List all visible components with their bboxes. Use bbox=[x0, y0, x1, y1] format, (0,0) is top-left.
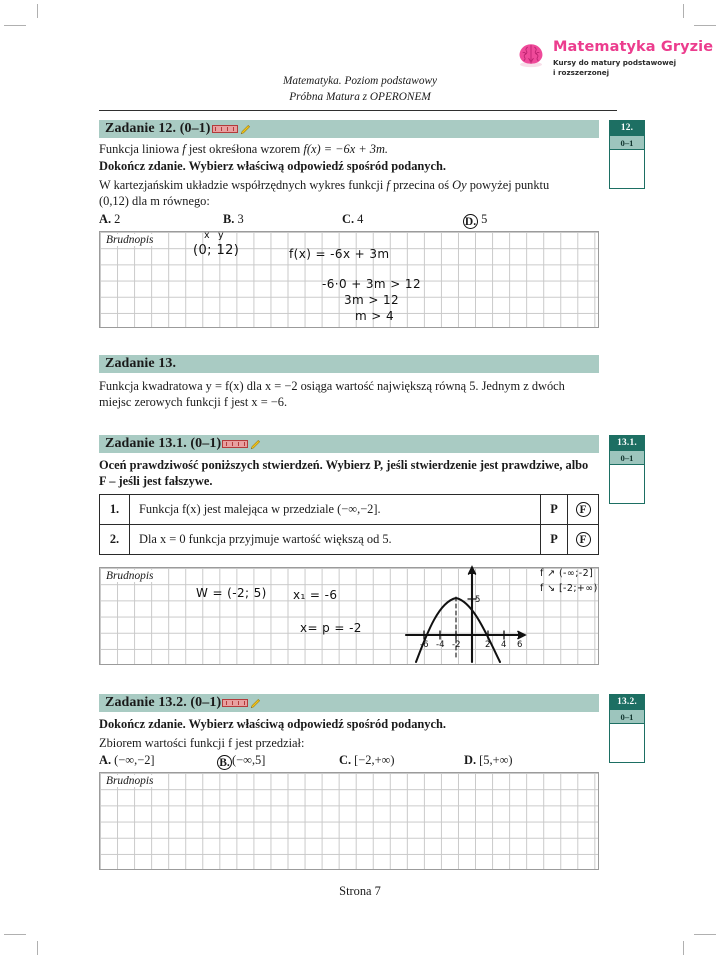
task-12-axis-label: Oy bbox=[452, 178, 467, 192]
brand-subtitle-line1: Kursy do matury podstawowej bbox=[553, 57, 677, 67]
task-13-title: Zadanie 13. bbox=[105, 356, 177, 371]
task-12-answer-a-value: 2 bbox=[114, 212, 121, 226]
task-13-2-answer-d-value: [5,+∞) bbox=[479, 753, 513, 767]
header-divider bbox=[99, 110, 617, 111]
task-12-hw-x: x bbox=[204, 230, 211, 241]
task-12-hw-formula: f(x) = -6x + 3m bbox=[289, 247, 390, 261]
task-12-score-entry[interactable] bbox=[610, 150, 644, 188]
task-12-score-points: 0–1 bbox=[610, 135, 644, 150]
task-12-line-3 bbox=[99, 177, 609, 194]
brand-subtitle-line2: i rozszerzonej bbox=[553, 67, 610, 77]
task-13-1-hw-note-increasing: f ↗ (-∞;-2] bbox=[540, 568, 594, 579]
task-12-title: Zadanie 12. (0–1) bbox=[105, 121, 211, 136]
task-12-answer-b[interactable] bbox=[223, 212, 244, 227]
task-12-hw-y: y bbox=[218, 230, 225, 241]
task-13-2-answer-c-value: [−2,+∞) bbox=[354, 753, 395, 767]
task-13-line-1: Funkcja kwadratowa y = f(x) dla x = −2 osiąga wartość największą równą 5. Jednym z dwóch bbox=[99, 379, 565, 393]
task-12-score-number: 12. bbox=[610, 121, 644, 135]
svg-text:5: 5 bbox=[475, 595, 481, 605]
task-12-hw-point: (0; 12) bbox=[193, 243, 240, 258]
brain-icon bbox=[516, 42, 546, 68]
task-12-line-4: (0,12) dla m równego: bbox=[99, 194, 210, 208]
svg-text:2: 2 bbox=[485, 640, 491, 650]
task-13-1-parabola-sketch bbox=[404, 562, 534, 664]
crop-mark-bottom-left bbox=[37, 941, 38, 955]
row-1-option-f[interactable] bbox=[567, 495, 598, 524]
brand-logo bbox=[516, 40, 713, 78]
task-13-line-2: miejsc zerowych funkcji f jest x = −6. bbox=[99, 395, 288, 409]
svg-text:-6: -6 bbox=[420, 640, 429, 650]
task-13-1-hw-axis: x= p = -2 bbox=[300, 621, 362, 635]
task-12-header bbox=[99, 120, 599, 138]
row-2-option-p[interactable]: P bbox=[540, 525, 567, 554]
table-row bbox=[100, 495, 598, 525]
task-12-line3c: powyżej punktu bbox=[466, 178, 550, 192]
task-12-answer-b-letter: B. bbox=[223, 212, 235, 226]
svg-text:6: 6 bbox=[517, 640, 523, 650]
task-13-2-score-box[interactable] bbox=[609, 694, 645, 763]
task-13-1-score-box[interactable] bbox=[609, 435, 645, 504]
task-12-answer-c[interactable] bbox=[342, 212, 363, 227]
task-12-answers bbox=[99, 212, 609, 230]
task-13-2-title: Zadanie 13.2. (0–1) bbox=[105, 695, 222, 710]
task-13-2-answer-b-value: (−∞,5] bbox=[232, 753, 266, 767]
task-13-header bbox=[99, 355, 599, 373]
task-13-1-marker bbox=[222, 439, 261, 450]
task-12-answer-b-value: 3 bbox=[237, 212, 244, 226]
crop-mark-bottom-right bbox=[683, 941, 684, 955]
task-12-marker bbox=[212, 124, 251, 135]
task-12-answer-a[interactable] bbox=[99, 212, 120, 227]
task-13-2-answer-a-letter: A. bbox=[99, 753, 112, 767]
task-13-1-hw-zero: x₁ = -6 bbox=[293, 588, 338, 602]
task-13-2-answer-c[interactable] bbox=[339, 753, 395, 768]
task-12-hw-step-3: m > 4 bbox=[355, 309, 395, 323]
task-12-formula: f(x) = −6x + 3m. bbox=[303, 142, 389, 156]
task-13-2-answer-b-selected: B. bbox=[217, 755, 232, 770]
row-1-number: 1. bbox=[100, 495, 130, 524]
task-12-line3b: przecina oś bbox=[389, 178, 453, 192]
task-13-1-instruction-line-1: Oceń prawdziwość poniższych stwierdzeń. Wybierz P, jeśli stwierdzenie jest prawdziwe, albo bbox=[99, 458, 589, 472]
svg-text:-4: -4 bbox=[436, 640, 445, 650]
task-13-2-answer-d[interactable] bbox=[464, 753, 513, 768]
pencil-icon bbox=[240, 124, 251, 135]
task-13-1-title: Zadanie 13.1. (0–1) bbox=[105, 436, 222, 451]
task-13-1-score-entry[interactable] bbox=[610, 465, 644, 503]
task-13-2-answer-c-letter: C. bbox=[339, 753, 352, 767]
task-12-answer-d-selected: D. bbox=[464, 216, 477, 228]
task-13-2-marker bbox=[222, 698, 261, 709]
task-13-2-score-number: 13.2. bbox=[610, 695, 644, 709]
row-1-statement: Funkcja f(x) jest malejąca w przedziale (−∞,−2]. bbox=[139, 502, 381, 516]
task-12-instruction: Dokończ zdanie. Wybierz właściwą odpowiedź spośród podanych. bbox=[99, 159, 446, 173]
task-12-score-box[interactable] bbox=[609, 120, 645, 189]
task-12-answer-d[interactable] bbox=[463, 212, 487, 229]
crop-mark-left-top bbox=[4, 25, 26, 26]
row-1-option-p[interactable]: P bbox=[540, 495, 567, 524]
task-13-2-scratch-label: Brudnopis bbox=[105, 775, 156, 787]
brand-title: Matematyka Gryzie bbox=[553, 39, 714, 55]
task-13-2-answer-a-value: (−∞,−2] bbox=[114, 753, 155, 767]
crop-mark-top-right bbox=[683, 4, 684, 18]
svg-text:4: 4 bbox=[501, 640, 507, 650]
task-13-1-hw-note-decreasing: f ↘ [-2;+∞) bbox=[540, 583, 598, 594]
task-13-2-answer-d-letter: D. bbox=[464, 753, 477, 767]
svg-text:-2: -2 bbox=[452, 640, 461, 650]
row-2-number: 2. bbox=[100, 525, 130, 554]
task-12-answer-c-letter: C. bbox=[342, 212, 355, 226]
crop-mark-right-top bbox=[694, 25, 716, 26]
pencil-icon bbox=[250, 439, 261, 450]
task-12-line-1 bbox=[99, 141, 604, 158]
ruler-icon bbox=[212, 125, 238, 133]
crop-mark-top-left bbox=[37, 4, 38, 18]
task-12-scratch-label: Brudnopis bbox=[105, 234, 156, 246]
task-13-2-answers bbox=[99, 753, 609, 771]
task-12-hw-step-2: 3m > 12 bbox=[344, 293, 400, 307]
row-2-option-f-selected: F bbox=[576, 532, 591, 547]
task-13-1-scratch-label: Brudnopis bbox=[105, 570, 156, 582]
task-13-2-scratch-grid[interactable] bbox=[99, 772, 599, 870]
crop-mark-left-bottom bbox=[4, 934, 26, 935]
row-2-option-f[interactable] bbox=[567, 525, 598, 554]
task-12-hw-step-1: -6·0 + 3m > 12 bbox=[322, 277, 421, 291]
task-13-1-truth-table bbox=[99, 494, 599, 555]
task-12-line1-mid: jest okreśłona wzorem bbox=[185, 142, 304, 156]
ruler-icon bbox=[222, 699, 248, 707]
ruler-icon bbox=[222, 440, 248, 448]
page-footer: Strona 7 bbox=[339, 884, 381, 898]
task-13-1-score-number: 13.1. bbox=[610, 436, 644, 450]
task-12-answer-c-value: 4 bbox=[357, 212, 364, 226]
task-12-line1-pre: Funkcja liniowa bbox=[99, 142, 183, 156]
row-2-statement: Dla x = 0 funkcja przyjmuje wartość większą od 5. bbox=[139, 532, 392, 546]
task-13-1-header bbox=[99, 435, 599, 453]
pencil-icon bbox=[250, 698, 261, 709]
task-12-line1-f: f bbox=[182, 142, 186, 156]
task-13-2-answer-a[interactable] bbox=[99, 753, 155, 768]
table-row bbox=[100, 525, 598, 554]
task-12-line3a: W kartezjańskim układzie współrzędnych wykres funkcji bbox=[99, 178, 387, 192]
crop-mark-right-bottom bbox=[694, 934, 716, 935]
task-13-2-instruction: Dokończ zdanie. Wybierz właściwą odpowiedź spośród podanych. bbox=[99, 717, 446, 731]
task-13-2-prompt: Zbiorem wartości funkcji f jest przedział: bbox=[99, 736, 305, 750]
task-13-1-score-points: 0–1 bbox=[610, 450, 644, 465]
task-12-answer-d-value: 5 bbox=[481, 212, 488, 226]
task-13-1-hw-vertex: W = (-2; 5) bbox=[196, 586, 267, 600]
task-12-answer-a-letter: A. bbox=[99, 212, 112, 226]
row-1-option-f-selected: F bbox=[576, 502, 591, 517]
task-12-line3-f: f bbox=[386, 178, 390, 192]
task-13-2-score-points: 0–1 bbox=[610, 709, 644, 724]
task-13-1-instruction-line-2: F – jeśli jest fałszywe. bbox=[99, 474, 213, 488]
task-13-2-header bbox=[99, 694, 599, 712]
task-13-2-score-entry[interactable] bbox=[610, 724, 644, 762]
header-line-1: Matematyka. Poziom podstawowy bbox=[282, 75, 438, 87]
task-13-2-answer-b[interactable] bbox=[217, 753, 265, 770]
header-line-2: Próbna Matura z OPERONEM bbox=[289, 90, 431, 103]
document-header bbox=[0, 74, 720, 105]
